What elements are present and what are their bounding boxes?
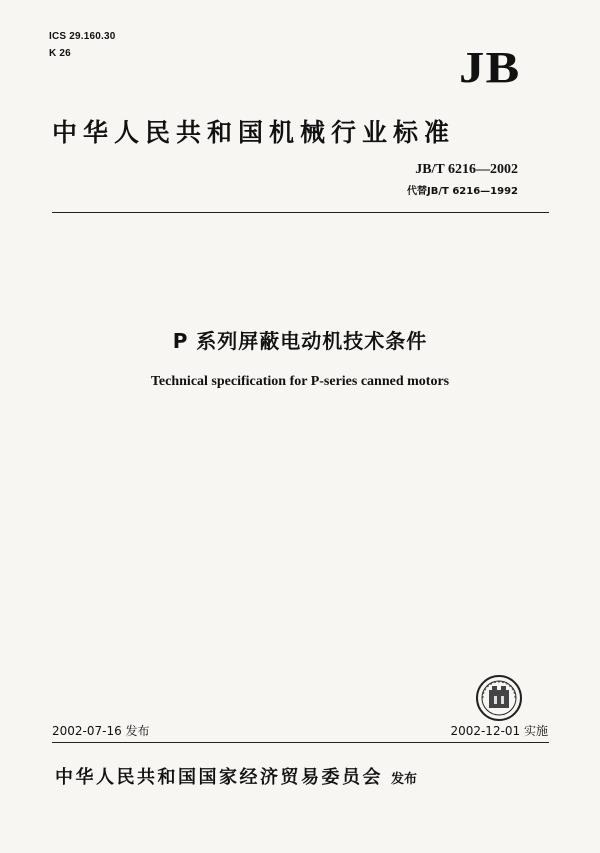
issuing-authority	[55, 763, 417, 789]
top-divider	[52, 212, 549, 213]
ics-code: ICS 29.160.30	[49, 31, 116, 42]
issuer-action: 发布	[391, 772, 418, 787]
standard-number: JB/T 6216—2002	[415, 162, 518, 177]
issuer-seal-icon	[475, 674, 523, 722]
replaced-standard: 代替JB/T 6216—1992	[407, 186, 518, 197]
bottom-divider	[52, 742, 549, 743]
jb-logo: JB	[458, 43, 520, 92]
document-title-english: Technical specification for P-series canned motors	[150, 374, 450, 389]
issuer-name: 中华人民共和国国家经济贸易委员会	[55, 767, 383, 788]
ccs-code: K 26	[49, 48, 71, 59]
document-title: P 系列屏蔽电动机技术条件	[172, 329, 428, 353]
industry-standard-title: 中华人民共和国机械行业标准	[52, 118, 456, 147]
issue-date: 2002-07-16 发布	[52, 724, 150, 738]
implementation-date: 2002-12-01 实施	[450, 724, 548, 738]
